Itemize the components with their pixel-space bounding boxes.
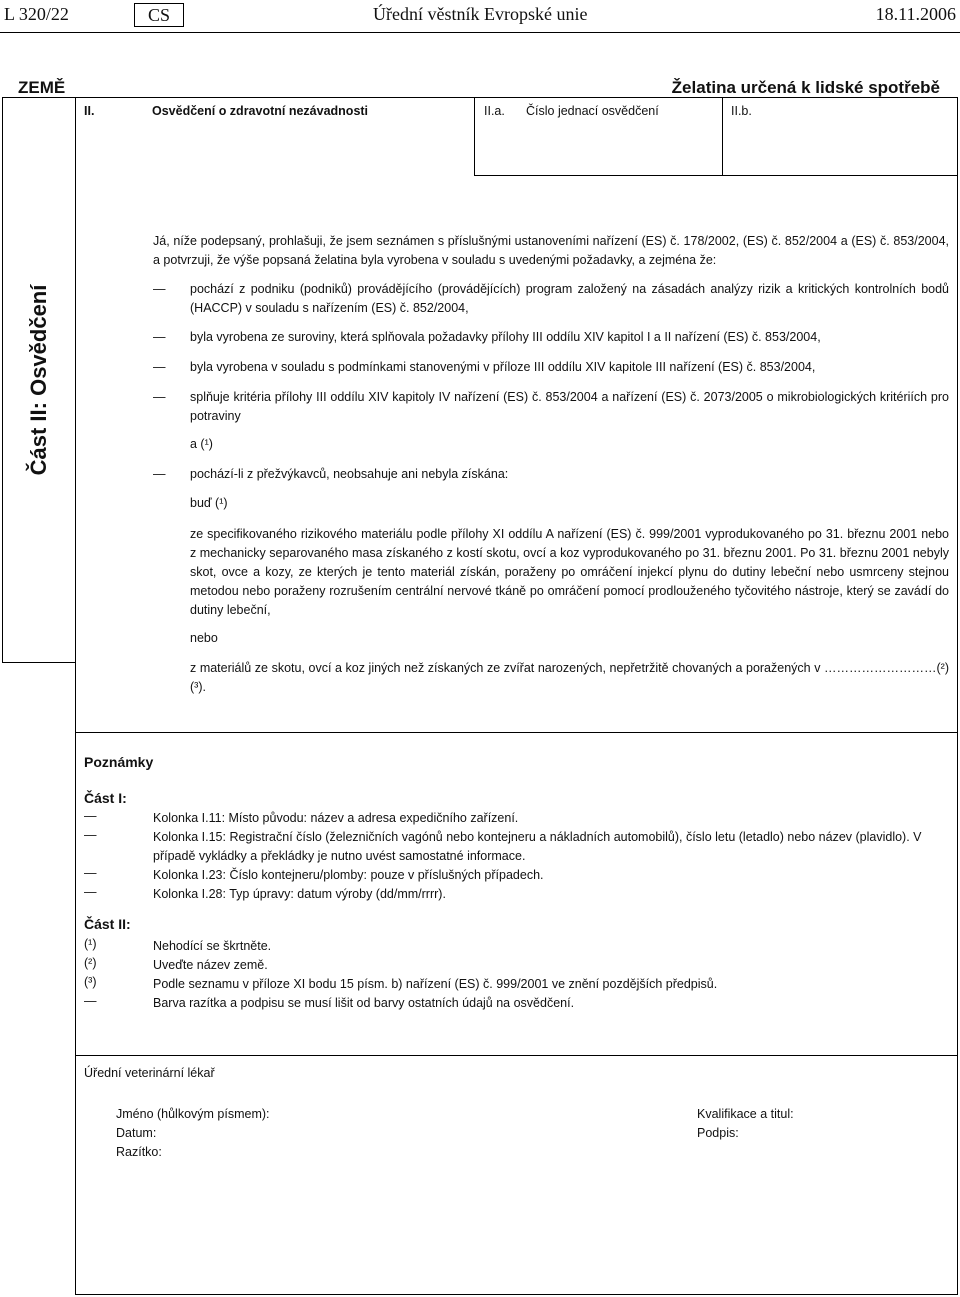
language-code-box: CS	[134, 3, 184, 27]
note-marker: —	[84, 809, 97, 823]
note-text: Kolonka I.11: Místo původu: název a adresa expedičního zařízení.	[153, 811, 519, 825]
country-label: ZEMĚ	[18, 78, 66, 97]
publication-date: 18.11.2006	[875, 4, 956, 24]
ruminant-item: pochází-li z přežvýkavců, neobsahuje ani nebyla získána:	[190, 467, 509, 481]
note-marker: —	[84, 828, 97, 842]
footnote-text: Nehodící se škrtněte.	[153, 939, 272, 953]
note-text: Kolonka I.23: Číslo kontejneru/plomby: pouze v příslušných případech.	[153, 868, 544, 882]
certificate-bottom-rule	[75, 732, 958, 733]
field-iib-label: II.b.	[731, 104, 752, 118]
footnote-marker: —	[84, 994, 97, 1008]
footnote-marker: (¹)	[84, 937, 97, 951]
notes-part2-title: Část II:	[84, 916, 131, 932]
document-title: Želatina určená k lidské spotřebě	[671, 78, 940, 97]
section-title: Osvědčení o zdravotní nezávadnosti	[152, 104, 369, 118]
journal-title: Úřední věstník Evropské unie	[373, 4, 588, 24]
ref-column-divider-right	[722, 97, 723, 175]
signature-title: Úřední veterinární lékař	[84, 1066, 215, 1080]
footnote-marker: (²)	[84, 956, 97, 970]
ref-box-bottom	[474, 175, 958, 176]
header-rule	[0, 32, 960, 33]
certification-item: splňuje kritéria přílohy III oddílu XIV kapitoly IV nařízení (ES) č. 853/2004 a nařízení (ES) č. 2073/2005 o mikrobiologických kritériích pro potraviny	[190, 390, 949, 423]
part-ii-side-label: Část II: Osvědčení	[26, 284, 51, 476]
note-text: Kolonka I.15: Registrační číslo (železničních vagónů nebo kontejneru a nákladních automobilů), číslo letu (letadlo) nebo název (plavidlo). V případě vykládky a překládky je nutno uvést samostatné informace.	[153, 830, 922, 863]
certification-item: byla vyrobena ze suroviny, která splňovala požadavky přílohy III oddílu XIV kapitol I a II nařízení (ES) č. 853/2004,	[190, 330, 821, 344]
ref-column-divider-left	[474, 97, 475, 175]
page-reference: L 320/22	[4, 4, 69, 24]
option-origin-country: z materiálů ze skotu, ovcí a koz jiných než získaných ze zvířat narozených, nepřetržitě chovaných a poražených v ………………………(²) (³).	[190, 661, 949, 694]
or-connector: nebo	[190, 631, 218, 645]
notes-part1-title: Část I:	[84, 790, 127, 806]
item-dash: —	[153, 330, 166, 344]
option-srm: ze specifikovaného rizikového materiálu podle přílohy XI oddílu A nařízení (ES) č. 999/2001 vyprodukovaného po 31. březnu 2001 nebo z mechanicky separovaného masa získaného z kostí skotu, ovcí a koz vyprodukovaného po 31. březnu 2001. Po 31. březnu 2001 nebyly skot, ovce a kozy, ze kterých je tento materiál získán, poraženy po omráčení injekcí plynu do dutiny lebeční nebo usmrceny stejnou metodou nebo poraženy rozrušením centrální nervové tkáně po omráčení pomocí prodlouženého tyčovitého nástroje, který se zavádí do dutiny lebeční,	[190, 527, 949, 617]
certification-intro: Já, níže podepsaný, prohlašuji, že jsem seznámen s příslušnými ustanoveními nařízení (ES) č. 178/2002, (ES) č. 852/2004 a (ES) č. 853/2004, a potvrzuji, že výše popsaná želatina byla vyrobena v souladu s uvedenými požadavky, a zejména že:	[153, 234, 949, 267]
note-text: Kolonka I.28: Typ úpravy: datum výroby (dd/mm/rrrr).	[153, 887, 446, 901]
signature-field-label: Podpis:	[697, 1126, 739, 1140]
date-field-label: Datum:	[116, 1126, 157, 1140]
item-dash: —	[153, 282, 166, 296]
notes-title: Poznámky	[84, 754, 154, 770]
note-marker: —	[84, 885, 97, 899]
footnote-text: Podle seznamu v příloze XI bodu 15 písm. b) nařízení (ES) č. 999/2001 ve znění pozdějších předpisů.	[153, 977, 718, 991]
item-dash: —	[153, 390, 166, 404]
name-field-label: Jméno (hůlkovým písmem):	[116, 1107, 270, 1121]
stamp-field-label: Razítko:	[116, 1145, 162, 1159]
reference-label: II.a.	[484, 104, 505, 118]
reference-title: Číslo jednací osvědčení	[526, 104, 659, 118]
notes-bottom-rule	[75, 1055, 958, 1056]
item-dash: —	[153, 360, 166, 374]
footnote-text: Uveďte název země.	[153, 958, 268, 972]
footnote-marker: (³)	[84, 975, 97, 989]
certification-item: pochází z podniku (podniků) provádějícího (provádějících) program založený na zásadách analýzy rizik a kritických kontrolních bodů (HACCP) v souladu s nařízením (ES) č. 852/2004,	[190, 282, 949, 315]
certification-item: byla vyrobena v souladu s podmínkami stanovenými v příloze III oddílu XIV kapitole III nařízení (ES) č. 853/2004,	[190, 360, 816, 374]
either-connector: buď (¹)	[190, 496, 228, 510]
qualification-field-label: Kvalifikace a titul:	[697, 1107, 794, 1121]
section-number: II.	[84, 104, 95, 118]
item-dash: —	[153, 467, 166, 481]
and-connector: a (¹)	[190, 437, 213, 451]
note-marker: —	[84, 866, 97, 880]
footnote-text: Barva razítka a podpisu se musí lišit od barvy ostatních údajů na osvědčení.	[153, 996, 575, 1010]
